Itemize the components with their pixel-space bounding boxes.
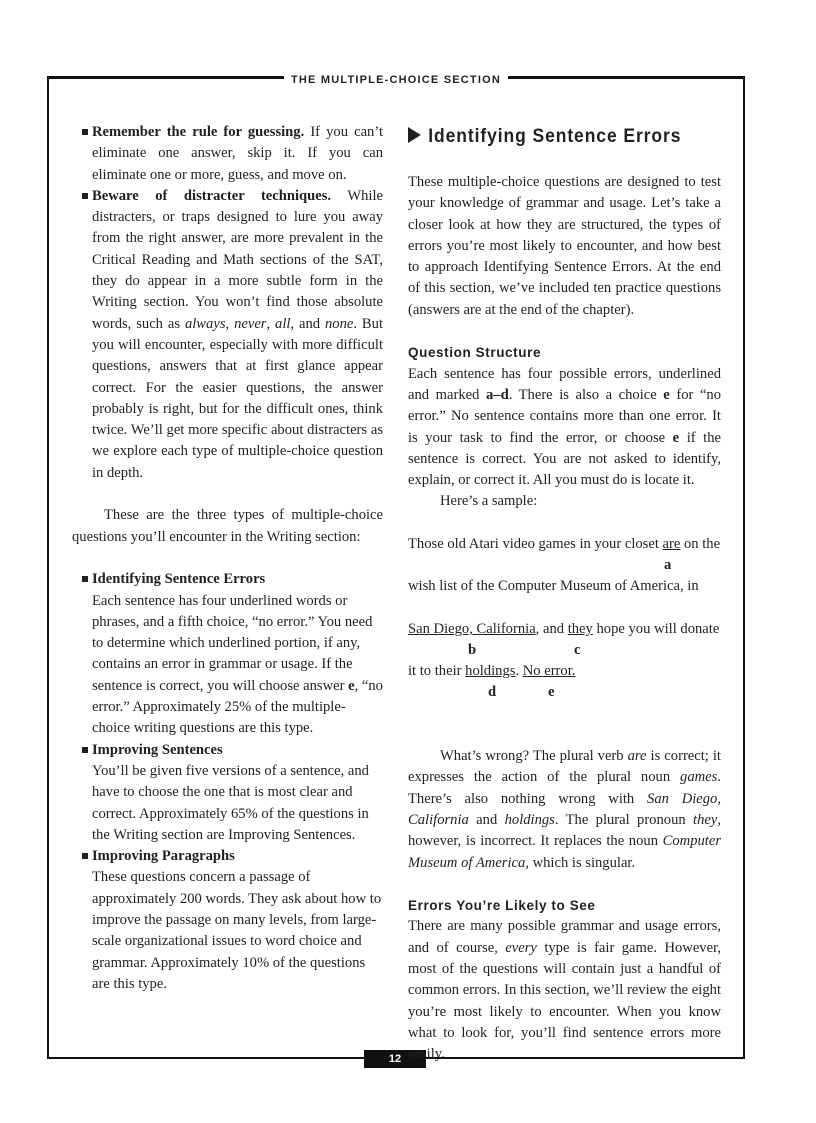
triangle-bullet-icon	[408, 127, 421, 143]
italic-text: none	[324, 315, 354, 332]
text-run: These are the three types of multiple-choice questions you’ll encounter in the Writing section:	[72, 507, 383, 545]
text-run: While distracters, or traps designed to lure you away from the right answer, are more prevalent in the Critical Reading and Math sections of the SAT, they do appear in a more subtle form in the Writing section. You won’t find those absolute words, such as	[92, 187, 383, 332]
text-run: . The plural pronoun	[554, 811, 694, 828]
subheading-question-structure: Question Structure	[408, 345, 542, 361]
intro-paragraph	[408, 172, 721, 321]
text-run: hope you will donate	[592, 621, 720, 638]
section-heading	[408, 124, 696, 154]
italic-text: games	[680, 769, 718, 786]
text-run: , “no error.” Approximately 25% of the multiple-choice writing questions are this type.	[92, 677, 383, 737]
sample-sentence	[408, 534, 721, 704]
choice-letter: e	[548, 684, 555, 701]
type-description	[92, 867, 383, 995]
tip-bullet-guessing	[72, 122, 383, 186]
type-title: Identifying Sentence Errors	[92, 571, 266, 588]
text-run: , which is singular.	[525, 854, 636, 871]
italic-text: always	[184, 315, 226, 332]
bold-text: e	[672, 429, 680, 446]
italic-text: Computer Museum of America	[408, 833, 721, 871]
text-run: it to their	[408, 663, 466, 680]
text-run: . There is also a choice	[508, 386, 664, 403]
sample-line	[408, 576, 699, 597]
sample-intro	[408, 491, 721, 512]
choice-letter: c	[574, 642, 581, 659]
text-run: . There’s also nothing wrong with	[408, 769, 721, 807]
text-run: These multiple-choice questions are designed to test your knowledge of grammar and usage. Let’s take a closer look at how they are structured, the types of errors you’re most likely to encounter, and how best to approach Identifying Sentence Errors. At the end of this section, we’ve included ten practice questions (answers are at the end of the chapter).	[408, 174, 721, 318]
errors-paragraph	[408, 916, 721, 1065]
text-run: .	[515, 663, 523, 680]
bold-text: a–d	[485, 386, 509, 403]
text-run: . But you will encounter, especially with more difficult questions, answers that at first glance appear correct. For the easier questions, the answer probably is right, but for the difficult ones, think twice. We’ll get more specific about distracters as we explore each type of multiple-choice question in depth.	[92, 315, 383, 481]
text-run: , however, is incorrect. It replaces the noun	[408, 811, 721, 850]
page-number: 12	[364, 1050, 426, 1068]
running-head	[0, 70, 792, 88]
subheading-errors-likely: Errors You’re Likely to See	[408, 898, 596, 914]
text-run: is correct; it expresses the action of the plural noun	[408, 748, 721, 786]
running-head-text: THE MULTIPLE-CHOICE SECTION	[284, 74, 508, 86]
underlined-text: holdings	[465, 663, 516, 680]
text-run: Each sentence has four possible errors, underlined and marked	[408, 365, 721, 403]
text-run: , and	[535, 621, 568, 638]
type-item-improving-paragraphs	[72, 846, 383, 995]
types-intro-paragraph	[72, 505, 383, 548]
choice-letter: a	[664, 557, 672, 574]
underlined-text: San Diego, California	[408, 621, 536, 638]
bold-text: e	[663, 386, 670, 403]
page-frame-right-rule	[743, 76, 745, 1059]
text-run: type is fair game. However, most of the questions will contain just a handful of common errors. In this section, we’ll review the eight you’re most likely to encounter. When you know what to look for, you’ll find sentence errors more easily.	[408, 939, 722, 1063]
text-run: If you can’t eliminate one answer, skip it. If you can eliminate one or more, guess, and move on.	[92, 124, 383, 183]
sample-line	[408, 619, 719, 640]
sample-line	[408, 534, 720, 555]
type-item-identifying	[72, 569, 383, 739]
text-run: Those old Atari video games in your closet	[408, 536, 663, 553]
choice-letter: d	[488, 684, 497, 701]
left-column	[72, 122, 383, 995]
text-run: Here’s a sample:	[440, 493, 538, 510]
bold-text: Remember the rule for guessing.	[92, 124, 305, 140]
italic-text: every	[505, 939, 537, 956]
italic-text: holdings	[504, 811, 555, 828]
underlined-text: No error.	[522, 663, 576, 680]
text-run: These questions concern a passage of approximately 200 words. They ask about how to improve the passage on many levels, from large-scale organizational issues to word choice and grammar. Approximately 10% of the questions are this type.	[92, 869, 382, 992]
bold-text: Beware of distracter techniques.	[92, 187, 332, 204]
structure-paragraph	[408, 364, 721, 492]
type-title: Improving Paragraphs	[92, 848, 235, 865]
text-run: for “no error.” No sentence contains more than one error. It is your task to find the error, or choose	[408, 386, 721, 446]
bold-text: e	[348, 677, 355, 694]
type-description	[92, 761, 383, 846]
tip-bullet-distracters	[72, 186, 383, 484]
text-run: You’ll be given five versions of a sentence, and have to choose the one that is most clear and correct. Approximately 65% of the questions in the Writing section are Improving Sentences.	[92, 762, 369, 843]
text-run: wish list of the Computer Museum of America, in	[408, 578, 699, 595]
underlined-text: they	[567, 621, 593, 638]
sample-line	[408, 661, 575, 682]
choice-letter: b	[468, 642, 477, 659]
italic-text: are	[627, 748, 647, 765]
underlined-text: are	[662, 536, 681, 553]
italic-text: they	[693, 811, 718, 828]
text-run: What’s wrong? The plural verb	[440, 748, 628, 765]
text-run: on the	[680, 536, 721, 553]
text-run: ,	[266, 315, 276, 332]
italic-text: San Diego, California	[408, 790, 722, 828]
italic-text: all	[275, 315, 291, 332]
explanation-paragraph	[408, 746, 721, 874]
type-description	[92, 591, 383, 740]
italic-text: never	[234, 315, 267, 332]
text-run: , and	[290, 315, 325, 332]
type-title: Improving Sentences	[92, 741, 223, 758]
page-frame-left-rule	[47, 76, 49, 1059]
type-item-improving-sentences	[72, 740, 383, 846]
text-run: ,	[225, 315, 235, 332]
text-run: if the sentence is correct. You are not asked to identify, explain, or correct it. All you must do is locate it.	[408, 429, 721, 489]
text-run: and	[468, 811, 505, 828]
text-run: Each sentence has four underlined words or phrases, and a fifth choice, “no error.” You need to determine which underlined portion, if any, contains an error in grammar or usage. If the sentence is correct, you will choose answer	[92, 592, 373, 694]
text-run: There are many possible grammar and usage errors, and of course,	[408, 918, 721, 956]
right-column	[408, 122, 721, 1066]
section-heading-text: Identifying Sentence Errors	[428, 126, 682, 147]
